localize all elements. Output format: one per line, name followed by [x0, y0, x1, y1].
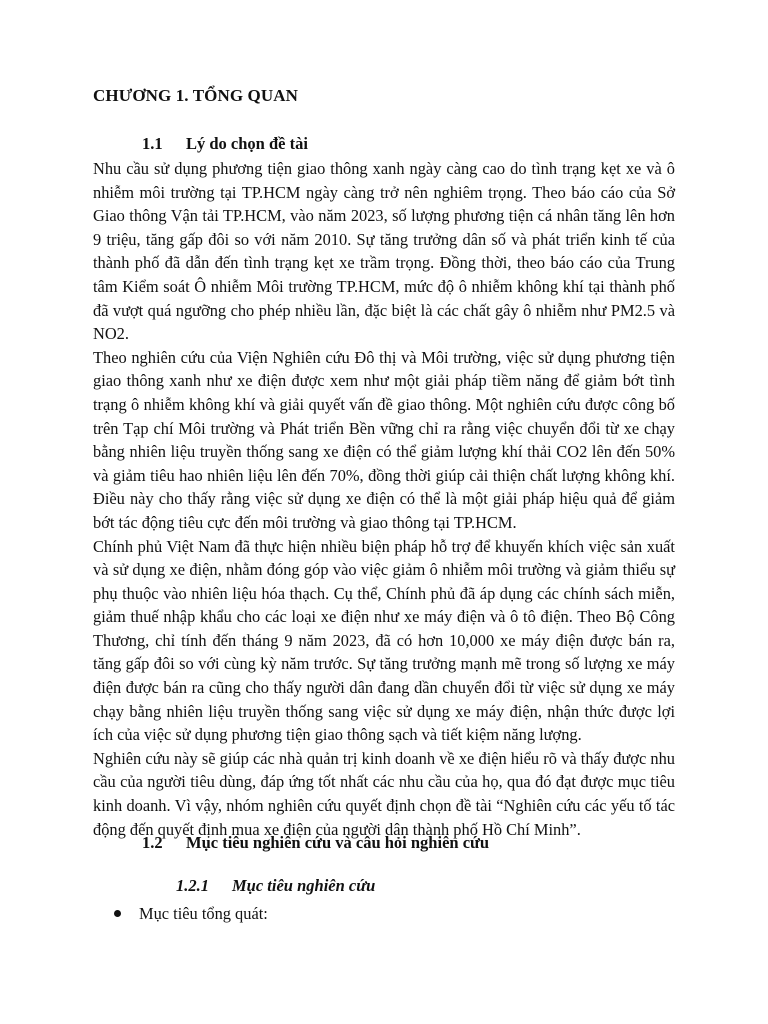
body-text — [93, 157, 675, 841]
subsection-heading-1-2-1 — [176, 876, 375, 896]
subsection-title: Mục tiêu nghiên cứu — [232, 876, 376, 895]
chapter-title: CHƯƠNG 1. TỔNG QUAN — [93, 86, 298, 105]
bullet-list — [93, 904, 268, 924]
section-title: Lý do chọn đề tài — [186, 134, 308, 153]
section-heading-1-1 — [142, 134, 308, 154]
paragraph: Nhu cầu sử dụng phương tiện giao thông xanh ngày càng cao do tình trạng kẹt xe và ô nhiễm môi trường tại TP.HCM ngày càng trở nên nghiêm trọng. Theo báo cáo của Sở Giao thông Vận tải TP.HCM, vào năm 2023, số lượng phương tiện cá nhân tăng lên hơn 9 triệu, tăng gấp đôi so với năm 2010. Sự tăng trưởng dân số và phát triển kinh tế của thành phố đã dẫn đến tình trạng kẹt xe trầm trọng. Đồng thời, theo báo cáo của Trung tâm Kiểm soát Ô nhiễm Môi trường TP.HCM, mức độ ô nhiễm không khí tại thành phố đã vượt quá ngưỡng cho phép nhiều lần, đặc biệt là các chất gây ô nhiễm như PM2.5 và NO2. — [93, 159, 675, 344]
section-number: 1.2 — [142, 833, 163, 852]
paragraph: Theo nghiên cứu của Viện Nghiên cứu Đô thị và Môi trường, việc sử dụng phương tiện giao thông xanh như xe điện được xem như một giải pháp tiềm năng để giảm bớt tình trạng ô nhiễm không khí và giải quyết vấn đề giao thông. Một nghiên cứu được công bố trên Tạp chí Môi trường và Phát triển Bền vững chỉ ra rằng việc chuyển đổi từ xe chạy bằng nhiên liệu truyền thống sang xe điện có thể giảm lượng khí thải CO2 lên đến 50% và giảm tiêu hao nhiên liệu lên đến 70%, đồng thời giúp cải thiện chất lượng không khí. Điều này cho thấy rằng việc sử dụng xe điện có thể là một giải pháp hiệu quả để giảm bớt tác động tiêu cực đến môi trường và giao thông tại TP.HCM. — [93, 347, 675, 532]
list-item — [93, 904, 268, 924]
paragraph: Chính phủ Việt Nam đã thực hiện nhiều biện pháp hỗ trợ để khuyến khích việc sản xuất và sử dụng xe điện, nhằm đóng góp vào việc giảm ô nhiễm môi trường và giảm thiểu sự phụ thuộc vào nhiên liệu hóa thạch. Cụ thể, Chính phủ đã áp dụng các chính sách miễn, giảm thuế nhập khẩu cho các loại xe điện như xe máy điện và ô tô điện. Theo Bộ Công Thương, chỉ tính đến tháng 9 năm 2023, đã có hơn 10,000 xe máy điện được bán ra, tăng gấp đôi so với cùng kỳ năm trước. Sự tăng trưởng mạnh mẽ trong số lượng xe máy điện được bán ra cũng cho thấy người dân đang dần chuyển đổi từ việc sử dụng xe máy chạy bằng nhiên liệu truyền thống sang việc sử dụng xe máy điện, nhận thức được lợi ích của việc sử dụng phương tiện giao thông sạch và tiết kiệm năng lượng. — [93, 536, 675, 745]
section-title: Mục tiêu nghiên cứu và câu hỏi nghiên cứu — [186, 833, 490, 852]
subsection-number: 1.2.1 — [176, 876, 209, 895]
section-heading-1-2 — [142, 833, 489, 853]
section-number: 1.1 — [142, 134, 163, 153]
bullet-icon — [114, 910, 121, 917]
paragraph: Nghiên cứu này sẽ giúp các nhà quản trị kinh doanh về xe điện hiểu rõ và thấy được nhu cầu của người tiêu dùng, đáp ứng tốt nhất các nhu cầu của họ, qua đó đạt được mục tiêu kinh doanh. Vì vậy, nhóm nghiên cứu quyết định chọn đề tài “Nghiên cứu các yếu tố tác động đến quyết định mua xe điện của người dân thành phố Hồ Chí Minh”. — [93, 748, 675, 839]
list-item-text: Mục tiêu tổng quát: — [139, 904, 268, 923]
